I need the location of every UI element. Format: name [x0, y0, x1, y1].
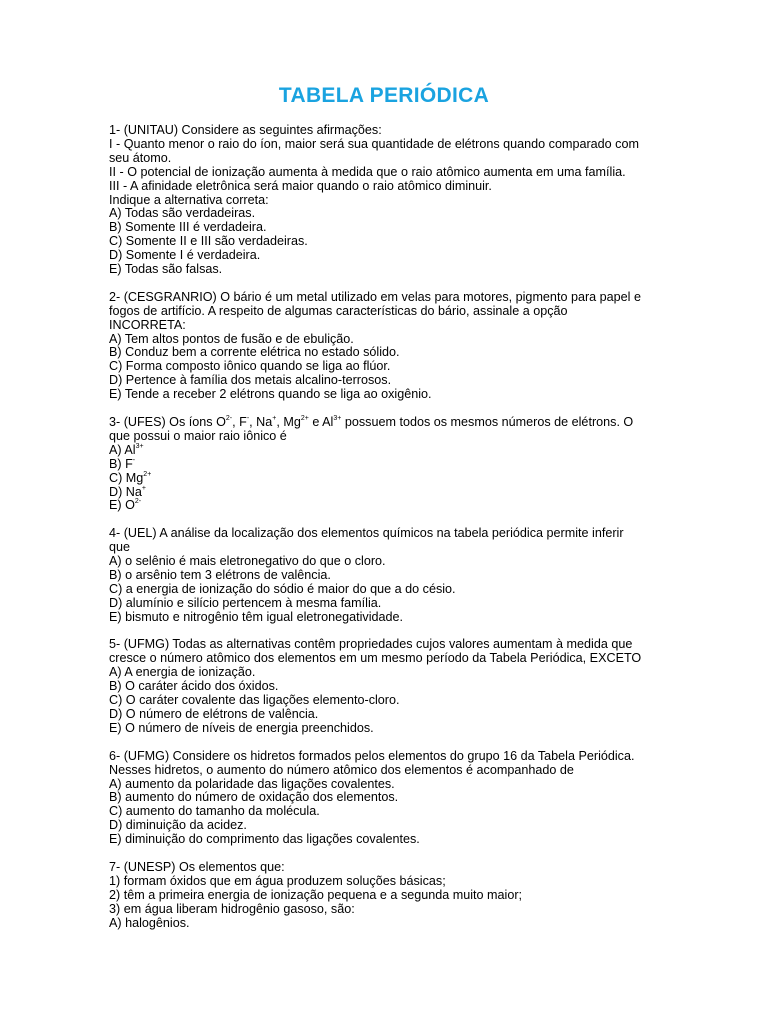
question-stem-line: 5- (UFMG) Todas as alternativas contêm propriedades cujos valores aumentam à medida que	[109, 637, 633, 652]
answer-option	[109, 444, 669, 458]
question-stem-line	[109, 416, 669, 430]
question-stem-line: 4- (UEL) A análise da localização dos elementos químicos na tabela periódica permite inferir	[109, 526, 624, 541]
ion-charge: 2-	[225, 415, 233, 422]
ion-charge: 2+	[143, 470, 152, 478]
answer-option: D) O número de elétrons de valência.	[109, 707, 319, 721]
question-stem-line: seu átomo.	[109, 150, 172, 165]
question-5	[109, 638, 669, 735]
answer-option: E) Tende a receber 2 elétrons quando se liga ao oxigênio.	[109, 387, 432, 402]
question-stem-line: fogos de artifício. A respeito de algumas características do bário, assinale a opção	[109, 303, 568, 318]
answer-option: E) diminuição do comprimento das ligações covalentes.	[109, 832, 420, 847]
question-6	[109, 750, 669, 847]
ion-charge: 3+	[135, 442, 144, 450]
option-label: D) Na	[109, 484, 142, 499]
option-label: E) O	[109, 498, 135, 513]
answer-option: B) Conduz bem a corrente elétrica no estado sólido.	[109, 345, 400, 360]
question-stem-line: 6- (UFMG) Considere os hidretos formados pelos elementos do grupo 16 da Tabela Periódica.	[109, 748, 635, 763]
stem-text: e Al	[308, 415, 334, 429]
answer-option: C) Somente II e III são verdadeiras.	[109, 234, 308, 249]
answer-option: E) bismuto e nitrogênio têm igual eletronegatividade.	[109, 609, 404, 624]
question-stem-line: cresce o número atômico dos elementos em um mesmo período da Tabela Periódica, EXCETO	[109, 651, 642, 666]
answer-option: A) halogênios.	[109, 915, 190, 930]
question-stem-line: Nesses hidretos, o aumento do número atômico dos elementos é acompanhado de	[109, 762, 574, 777]
ion-charge: 2+	[300, 415, 309, 422]
option-label: A) Al	[109, 442, 136, 457]
answer-option: B) o arsênio tem 3 elétrons de valência.	[109, 567, 331, 582]
question-stem-line: Indique a alternativa correta:	[109, 192, 269, 207]
answer-option	[109, 472, 669, 486]
answer-option: A) aumento da polaridade das ligações covalentes.	[109, 776, 395, 791]
answer-option: D) Somente I é verdadeira.	[109, 248, 261, 263]
question-3	[109, 416, 669, 513]
question-1	[109, 124, 669, 277]
question-7	[109, 861, 669, 931]
ion-charge: 2-	[134, 498, 142, 506]
option-label: B) F	[109, 456, 133, 471]
stem-text: , Mg	[276, 415, 301, 429]
answer-option: C) aumento do tamanho da molécula.	[109, 804, 320, 819]
stem-text: , F	[232, 415, 247, 429]
question-list	[109, 124, 669, 944]
stem-text: , Na	[249, 415, 273, 429]
ion-charge: -	[132, 456, 136, 464]
answer-option: B) Somente III é verdadeira.	[109, 220, 267, 235]
option-label: C) Mg	[109, 470, 144, 485]
question-stem-line: III - A afinidade eletrônica será maior quando o raio atômico diminuir.	[109, 178, 492, 193]
ion-charge: +	[272, 415, 277, 422]
ion-charge: 3+	[333, 415, 342, 422]
stem-text: possuem todos os mesmos números de elétrons. O	[341, 415, 634, 429]
answer-option: A) A energia de ionização.	[109, 665, 256, 680]
answer-option: A) o selênio é mais eletronegativo do que o cloro.	[109, 554, 386, 569]
answer-option: E) O número de níveis de energia preenchidos.	[109, 720, 374, 735]
stem-text: 3- (UFES) Os íons O	[109, 415, 226, 429]
question-stem-line: 2) têm a primeira energia de ionização pequena e a segunda muito maior;	[109, 887, 523, 902]
question-stem-line: 1) formam óxidos que em água produzem soluções básicas;	[109, 873, 446, 888]
answer-option: C) Forma composto iônico quando se liga ao flúor.	[109, 359, 391, 374]
ion-charge: +	[141, 484, 146, 492]
page-title: TABELA PERIÓDICA	[278, 84, 490, 107]
question-stem-line: I - Quanto menor o raio do íon, maior será sua quantidade de elétrons quando comparado com	[109, 136, 639, 151]
answer-option: A) Todas são verdadeiras.	[109, 206, 256, 221]
ion-charge: -	[246, 415, 250, 422]
answer-option	[109, 499, 669, 513]
answer-option: C) O caráter covalente das ligações elemento-cloro.	[109, 693, 400, 708]
question-stem-line: que possui o maior raio iônico é	[109, 428, 287, 443]
answer-option: B) aumento do número de oxidação dos elementos.	[109, 790, 399, 805]
answer-option: E) Todas são falsas.	[109, 262, 223, 277]
question-stem-line: 3) em água liberam hidrogênio gasoso, são:	[109, 901, 355, 916]
question-stem-line: que	[109, 540, 131, 555]
question-stem-line: 7- (UNESP) Os elementos que:	[109, 859, 285, 874]
answer-option: C) a energia de ionização do sódio é maior do que a do césio.	[109, 581, 456, 596]
question-2	[109, 291, 669, 402]
answer-option: A) Tem altos pontos de fusão e de ebulição.	[109, 331, 354, 346]
question-stem-line: II - O potencial de ionização aumenta à medida que o raio atômico aumenta em uma família.	[109, 164, 626, 179]
answer-option: D) Pertence à família dos metais alcalino-terrosos.	[109, 373, 392, 388]
answer-option: B) O caráter ácido dos óxidos.	[109, 679, 279, 694]
question-stem-line: 1- (UNITAU) Considere as seguintes afirmações:	[109, 123, 382, 137]
answer-option: D) alumínio e silício pertencem à mesma família.	[109, 595, 382, 610]
answer-option: D) diminuição da acidez.	[109, 818, 247, 833]
question-4	[109, 527, 669, 624]
answer-option	[109, 486, 669, 500]
question-stem-line: 2- (CESGRANRIO) O bário é um metal utilizado em velas para motores, pigmento para papel e	[109, 289, 641, 304]
question-stem-line: INCORRETA:	[109, 317, 186, 332]
answer-option	[109, 458, 669, 472]
